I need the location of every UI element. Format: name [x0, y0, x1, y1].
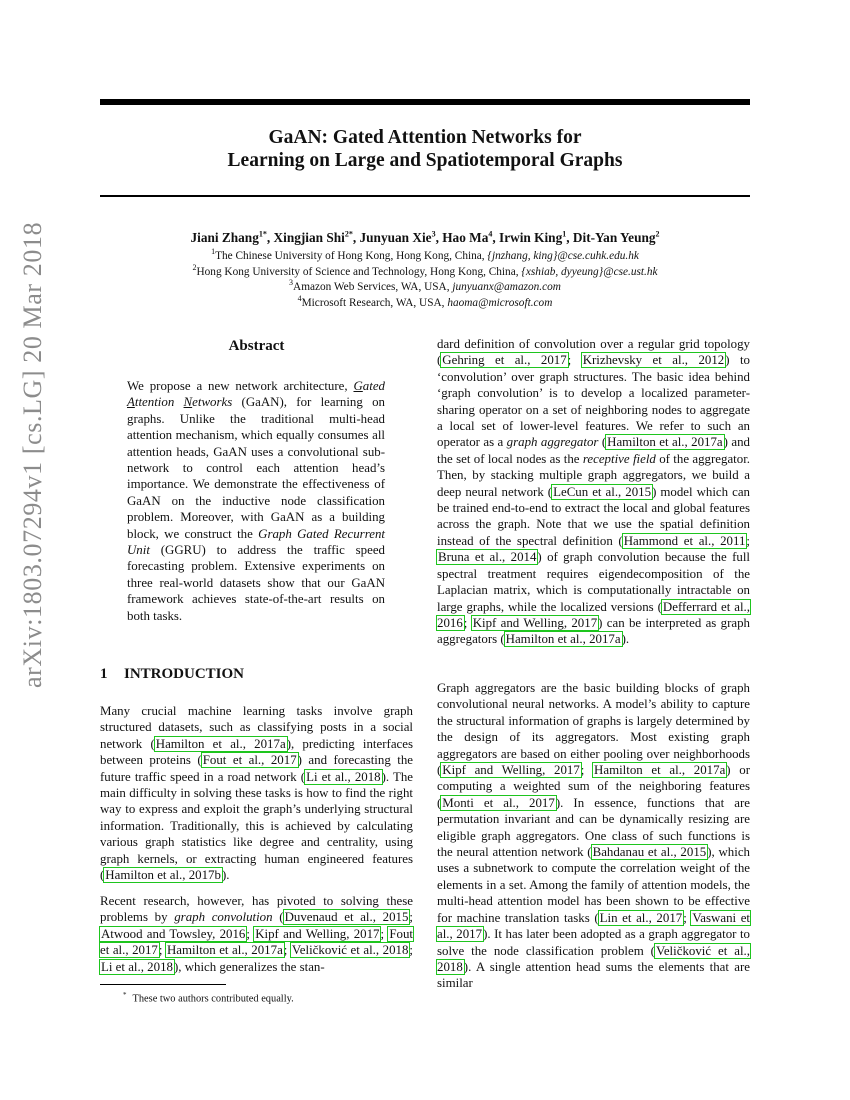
footnote: [123, 989, 294, 1005]
text-run: (: [272, 910, 284, 925]
citation-link[interactable]: Hamilton et al., 2017a: [505, 632, 621, 647]
text-run: ) and the set of local nodes as the: [437, 435, 750, 466]
author-affiliation-mark: 1: [562, 229, 567, 239]
affiliation-line: [100, 296, 750, 312]
text-run: ), which generalizes the stan-: [173, 959, 325, 974]
footnote-mark: *: [123, 991, 127, 999]
text-run: ;: [463, 615, 472, 630]
affiliation-text: Hong Kong University of Science and Technology, Hong Kong, China,: [196, 265, 522, 278]
citation-link[interactable]: LeCun et al., 2015: [553, 484, 652, 499]
affiliation-email[interactable]: {jnzhang, king}@cse.cuhk.edu.hk: [487, 250, 639, 262]
paper-title: [100, 126, 750, 172]
text-run: Graph aggregators are the basic building blocks of graph convolutional neural networks. A model’s ability to capture the structural information of graphs is largely determined by the design of its aggregators. Most existing graph aggregators are based on either pooling over neighborhoods (: [437, 681, 750, 778]
title-line-1: GaAN: Gated Attention Networks for: [268, 127, 582, 148]
citation-link[interactable]: Kipf and Welling, 2017: [255, 926, 380, 941]
text-run: ;: [746, 533, 750, 548]
author-name: Hao Ma: [442, 230, 489, 245]
right-paragraph-1: [437, 336, 750, 648]
footnote-text: These two authors contributed equally.: [132, 993, 294, 1005]
citation-link[interactable]: Fout et al., 2017: [202, 753, 297, 768]
citation-link[interactable]: Kipf and Welling, 2017: [442, 763, 580, 778]
author-list: [100, 229, 750, 247]
right-paragraph-2: [437, 680, 750, 992]
title-top-rule: [100, 99, 750, 105]
emphasis-text: graph convolution: [174, 910, 273, 925]
affiliation-line: [100, 262, 750, 281]
section-number: 1: [100, 666, 108, 682]
emphasis-text: G: [353, 379, 363, 393]
title-bottom-rule: [100, 195, 750, 197]
author-affiliation-mark: 1: [258, 229, 263, 239]
text-run: ) of graph convolution because the full spectral treatment requires eigendecomposition of the Laplacian matrix, which is computationally intractable on large graphs, while the localized versions (: [437, 550, 750, 614]
citation-link[interactable]: Hamilton et al., 2017a: [166, 943, 283, 958]
citation-link[interactable]: Duvenaud et al., 2015: [284, 910, 409, 925]
citation-link[interactable]: Li et al., 2018: [101, 959, 173, 974]
emphasis-text: N: [183, 395, 193, 410]
text-run: ), which uses a subnetwork to compute the correlation weight of the elements in a set. Among the family of attention models, the multi-head attention model has been shown to be effective for machine translation tasks (: [437, 845, 750, 925]
author-affiliation-mark: 4: [488, 229, 493, 239]
affiliation-number: 4: [297, 294, 302, 304]
emphasis-text: graph aggregator: [506, 435, 599, 450]
text-run: ). A single attention head sums the elements that are similar: [437, 959, 750, 991]
citation-link[interactable]: Monti et al., 2017: [442, 795, 555, 810]
affiliation-email[interactable]: haoma@microsoft.com: [447, 296, 553, 309]
citation-link[interactable]: Kipf and Welling, 2017: [472, 615, 598, 630]
citation-link[interactable]: Vaswani et al., 2017: [437, 910, 751, 942]
citation-link[interactable]: Gehring et al., 2017: [442, 353, 567, 368]
author-equal-contribution-mark: *: [348, 229, 353, 239]
citation-link[interactable]: Hamilton et al., 2017b: [105, 868, 221, 883]
citation-link[interactable]: Bahdanau et al., 2015: [592, 845, 707, 860]
text-run: ;: [158, 943, 166, 958]
citation-link[interactable]: Atwood and Towsley, 2016: [101, 926, 246, 941]
abstract-body: [127, 378, 385, 624]
text-run: ). In essence, functions that are permutation invariant and can be dynamically resizing are eligible graph aggregators. One class of such functions is the neural attention network (: [437, 795, 750, 860]
affiliation-text: Microsoft Research, WA, USA,: [301, 296, 448, 309]
text-run: ;: [246, 926, 255, 941]
affiliation-text: The Chinese University of Hong Kong, Hong Kong, China,: [215, 250, 488, 262]
text-run: ;: [567, 353, 582, 368]
text-run: Recent research, however, has pivoted to solving these problems by: [100, 894, 413, 925]
text-run: dard definition of convolution over a regular grid topology (: [437, 337, 750, 368]
emphasis-text: Graph Gated Recurrent Unit: [127, 526, 385, 558]
emphasis-text: receptive field: [582, 451, 656, 466]
citation-link[interactable]: Li et al., 2018: [306, 769, 381, 784]
affiliation-number: 3: [289, 278, 294, 288]
arxiv-stamp: arXiv:1803.07294v1 [cs.LG] 20 Mar 2018: [18, 221, 47, 688]
abstract-heading: Abstract: [228, 338, 285, 354]
author-name: Dit-Yan Yeung: [572, 230, 656, 245]
author-affiliation-mark: 2: [655, 229, 660, 239]
text-run: ). It has later been adopted as a graph aggregator to solve the node classification problem (: [437, 927, 750, 958]
citation-link[interactable]: Hamilton et al., 2017a: [155, 736, 286, 751]
author-name: Irwin King: [499, 230, 563, 245]
affiliation-email[interactable]: {xshiab, dyyeung}@cse.ust.hk: [521, 265, 658, 278]
text-run: ).: [221, 868, 230, 883]
author-separator: ,: [352, 230, 360, 245]
author-equal-contribution-mark: *: [262, 229, 267, 239]
citation-link[interactable]: Lin et al., 2017: [599, 910, 683, 925]
text-run: ).: [621, 632, 630, 647]
text-run: ;: [580, 763, 594, 778]
affiliation-text: Amazon Web Services, WA, USA,: [293, 281, 453, 294]
affiliation-line: [100, 280, 750, 296]
citation-link[interactable]: Hamilton et al., 2017a: [607, 435, 723, 450]
citation-link[interactable]: Fout et al., 2017: [100, 926, 413, 958]
section-heading: [100, 665, 413, 683]
affiliation-number: 1: [211, 247, 216, 257]
citation-link[interactable]: Hammond et al., 2011: [623, 533, 746, 548]
affiliation-email[interactable]: junyuanx@amazon.com: [452, 281, 561, 294]
text-run: of the aggregator. Then, by stacking multiple graph aggregators, we build a deep neural network (: [437, 451, 751, 499]
author-name: Jiani Zhang: [190, 230, 259, 245]
text-run: ) can be interpreted as graph aggregators (: [437, 615, 750, 647]
citation-link[interactable]: Hamilton et al., 2017a: [594, 763, 726, 778]
intro-paragraph-2: [100, 893, 413, 975]
text-run: ) or computing a weighted sum of the neighboring features (: [437, 763, 750, 810]
text-run: (GGRU) to address the traffic speed forecasting problem. Extensive experiments on three real-world datasets show that our GaAN framework achieves state-of-the-art results on both tasks.: [127, 543, 385, 623]
footnote-rule: [100, 984, 226, 985]
citation-link[interactable]: Krizhevsky et al., 2012: [582, 353, 725, 368]
emphasis-text: ated: [362, 379, 385, 393]
text-run: (GaAN), for learning on graphs. Unlike the traditional multi-head attention mechanism, which equally consumes all attention heads, GaAN uses a convolutional sub-network to control each attention head’s importance. We demonstrate the effectiveness of GaAN on the inductive node classification problem. Moreover, with GaAN as a building block, we construct the: [127, 395, 385, 541]
text-run: Many crucial machine learning tasks involve graph structured datasets, such as classifying posts in a social network (: [100, 704, 413, 751]
citation-link[interactable]: Bruna et al., 2014: [438, 550, 537, 565]
author-name: Junyuan Xie: [359, 230, 432, 245]
text-run: ;: [409, 943, 414, 958]
citation-link[interactable]: Veličković et al., 2018: [291, 943, 409, 958]
citation-link[interactable]: Veličković et al., 2018: [437, 943, 750, 974]
author-separator: ,: [266, 230, 274, 245]
emphasis-text: ttention: [134, 395, 175, 410]
text-run: (: [598, 435, 607, 450]
text-run: ;: [380, 926, 389, 941]
text-run: ). The main difficulty in solving these tasks is how to find the right way to express and exploit the graph’s underlying structural information. Traditionally, this is achieved by calculating various graph statistics like degree and centrality, using graph kernels, or extracting human engineered features (: [100, 769, 414, 883]
text-run: [174, 395, 183, 409]
affiliation-line: [100, 249, 750, 265]
section-title: INTRODUCTION: [124, 666, 245, 682]
intro-paragraph-1: [100, 703, 413, 883]
text-run: ;: [409, 910, 414, 925]
emphasis-text: etworks: [192, 395, 233, 410]
author-affiliation-mark: 2: [344, 229, 349, 239]
affiliation-number: 2: [192, 262, 197, 272]
text-run: ;: [683, 910, 692, 925]
text-run: ) to ‘convolution’ over graph structures. The basic idea behind ‘graph convolution’ is to develop a localized parameter-sharing operator on a set of neighboring nodes to aggregate a local set of lower-level features. We refer to such an operator as a: [437, 353, 750, 450]
author-separator: ,: [566, 230, 573, 245]
affiliation-list: [100, 249, 750, 311]
title-line-2: Learning on Large and Spatiotemporal Graphs: [227, 150, 623, 171]
text-run: ) and forecasting the future traffic speed in a road network (: [100, 753, 413, 784]
emphasis-text: A: [127, 395, 135, 410]
text-run: ;: [283, 943, 291, 958]
author-separator: ,: [435, 230, 443, 245]
author-name: Xingjian Shi: [273, 230, 345, 245]
text-run: We propose a new network architecture,: [127, 379, 354, 393]
citation-link[interactable]: Defferrard et al., 2016: [437, 599, 750, 630]
author-separator: ,: [492, 230, 500, 245]
text-run: ) model which can be trained end-to-end to extract the local and global features across the graph. Note that we use the spatial definition instead of the spectral definition (: [437, 484, 750, 548]
text-run: ), predicting interfaces between proteins (: [100, 736, 414, 768]
author-affiliation-mark: 3: [431, 229, 436, 239]
